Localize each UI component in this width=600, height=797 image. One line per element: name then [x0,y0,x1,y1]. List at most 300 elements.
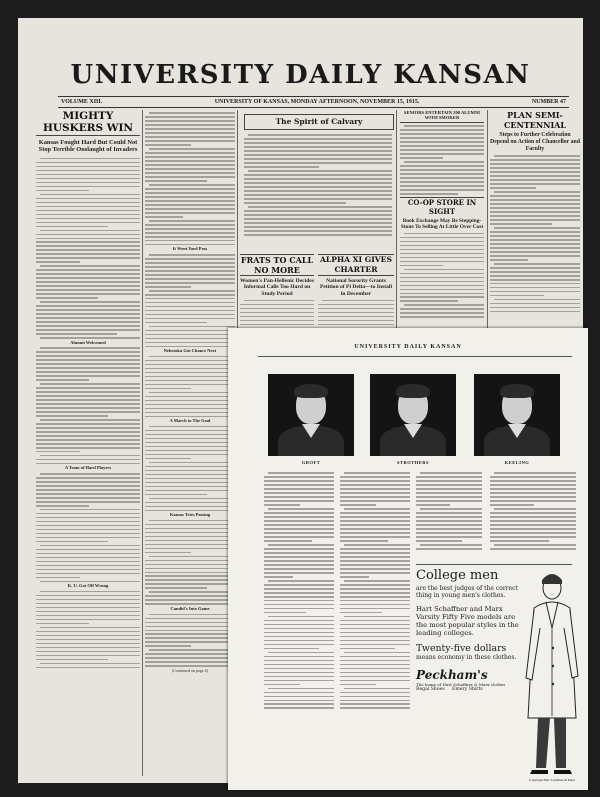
text-line [36,403,140,405]
text-line [145,564,235,566]
text-line [145,470,235,472]
text-line [340,660,410,662]
text-line [490,480,576,482]
text-line [400,237,484,239]
text-line [340,548,410,550]
text-line [145,204,235,206]
photo-hair [500,384,534,398]
text-line [264,528,334,530]
text-line [318,312,394,314]
text-line [36,463,140,465]
text-line [490,203,580,205]
text-line [145,486,235,488]
text-line [145,128,235,130]
text-line [340,668,410,670]
text-line [404,233,484,235]
text-line [40,509,140,511]
text-line [36,329,140,331]
text-line [340,480,410,482]
text-line [36,170,140,172]
ad-economy: means economy in these clothes. [416,654,517,662]
text-line [340,532,410,534]
text-line [340,676,410,678]
text-line [36,595,140,597]
ad-brand: Peckham's [416,667,488,682]
text-line [416,484,482,486]
text-line [145,236,235,238]
text-line [149,148,235,150]
text-line [145,532,235,534]
text-line [244,198,392,200]
text-line [36,521,140,523]
text-line [145,560,235,562]
text-line [36,431,140,433]
text-line [244,174,392,176]
text-line [244,162,392,164]
text-line [36,305,140,307]
text-line [264,568,334,570]
text-line [264,640,334,642]
section-alumni: Alumni Welcomed [70,339,106,345]
text-line [145,544,235,546]
text-line [36,667,140,669]
text-line [264,500,334,502]
text-line [145,482,235,484]
text-line [264,532,334,534]
text-line [145,524,235,526]
text-line [36,198,140,200]
text-line [248,206,392,208]
text-line [145,176,235,178]
text-line [344,616,410,618]
text-line [400,265,443,267]
text-line [36,273,140,275]
text-line [400,185,484,187]
text-line [145,380,235,382]
headline-spirit: The Spirit of Calvary [244,114,394,130]
text-line [264,520,334,522]
text-line [145,506,235,508]
article-body-wrong [36,591,140,668]
text-line [36,297,98,299]
text-line [36,525,140,527]
text-line [36,321,140,323]
text-line [400,149,484,151]
text-line [340,496,410,498]
text-line [340,624,410,626]
text-line [416,528,482,530]
text-line [145,172,235,174]
text-line [340,556,410,558]
text-line [36,371,140,373]
text-line [490,311,580,313]
text-line [145,232,235,234]
text-line [244,300,314,302]
text-line [145,587,207,589]
text-line [149,254,235,256]
text-line [40,473,140,475]
text-line [36,659,108,661]
text-line [264,572,334,574]
text-line [149,220,235,222]
text-line [400,153,484,155]
text-line [145,298,235,300]
text-line [145,310,235,312]
text-line [416,488,482,490]
text-line [244,210,392,212]
ad-rule [416,564,572,565]
text-line [416,504,450,506]
text-line [490,504,534,506]
man-in-coat-illustration [520,568,582,780]
text-line [264,608,334,610]
text-line [244,222,392,224]
column-rule [487,110,488,346]
text-line [145,438,235,440]
text-line [36,619,140,621]
text-line [268,544,334,546]
text-line [244,138,392,140]
insert-column-2 [340,470,410,770]
text-line [400,137,484,139]
article-body-game-3 [145,356,235,417]
text-line [490,540,549,542]
text-line [340,696,410,698]
text-line [36,387,140,389]
text-line [264,536,334,538]
text-line [36,293,140,295]
article-body-spirit-text [244,134,392,235]
text-line [36,178,140,180]
section-hard-players: A Team of Hard Players [64,465,112,471]
text-line [494,544,576,546]
text-line [244,202,346,204]
text-line [490,287,580,289]
text-line [264,636,334,638]
text-line [36,399,140,401]
text-line [36,249,140,251]
text-line [145,458,191,460]
text-line [244,150,392,152]
text-line [145,388,191,390]
text-line [340,524,410,526]
text-line [145,266,235,268]
player-photo-strothers [370,374,456,456]
text-line [400,249,484,251]
text-line [400,261,484,263]
text-line [264,576,293,578]
text-line [340,707,410,709]
text-line [36,635,140,637]
text-line [340,540,388,542]
text-line [36,218,140,220]
text-line [490,183,580,185]
text-line [36,553,140,555]
text-line [36,222,140,224]
text-line [145,490,235,492]
text-line [244,166,319,168]
caption-keeling: KEELING [504,460,530,465]
text-line [264,596,334,598]
text-line [36,615,140,617]
text-line [40,663,140,665]
text-line [149,498,235,500]
text-line [490,179,580,181]
text-line [36,611,140,613]
text-line [340,528,410,530]
text-line [340,500,410,502]
text-line [264,656,334,658]
column-rule [396,110,397,350]
text-line [268,580,334,582]
headline-plan: PLAN SEMI-CENTENNIAL [503,110,567,130]
text-line [400,285,484,287]
text-line [145,633,235,635]
article-body-players [36,473,140,582]
text-line [145,637,235,639]
text-line [340,620,410,622]
text-line [36,355,140,357]
text-line [36,489,140,491]
text-line [145,152,235,154]
article-body-game [145,112,235,245]
text-line [149,356,235,358]
text-line [145,400,235,402]
text-line [36,253,140,255]
text-line [240,320,314,322]
text-line [40,337,140,339]
text-line [490,492,576,494]
text-line [145,200,235,202]
text-line [264,492,334,494]
text-line [490,195,580,197]
text-line [400,181,484,183]
text-line [36,317,140,319]
text-line [145,396,235,398]
text-line [145,442,235,444]
text-line [490,259,528,261]
text-line [36,537,140,539]
clothing-advertisement [416,568,586,786]
text-line [36,647,140,649]
text-line [340,656,410,658]
text-line [490,235,580,237]
text-line [416,480,482,482]
text-line [490,496,576,498]
text-line [36,423,140,425]
text-line [490,223,552,225]
text-line [36,451,80,453]
text-line [400,129,484,131]
insert-column-1 [264,470,334,770]
text-line [36,655,140,657]
text-line [145,164,235,166]
text-line [145,208,235,210]
text-line [40,627,140,629]
text-line [264,696,334,698]
insert-body-4 [490,472,576,549]
text-line [490,171,580,173]
text-line [145,334,235,336]
text-line [36,226,108,228]
text-line [340,608,410,610]
text-line [244,230,392,232]
text-line [340,484,410,486]
text-line [490,512,576,514]
text-line [145,216,183,218]
text-line [494,472,576,474]
text-line [244,158,392,160]
text-line [145,124,235,126]
text-line [36,313,140,315]
text-line [145,228,235,230]
text-line [149,112,235,114]
text-line [145,384,235,386]
text-line [344,544,410,546]
text-line [318,320,394,322]
text-line [494,155,580,157]
text-line [145,258,235,260]
text-line [340,600,410,602]
text-line [400,300,458,302]
text-line [244,226,392,228]
text-line [404,269,484,271]
text-line [36,190,89,192]
text-line [145,188,235,190]
article-body-huskers [36,158,140,339]
text-line [490,239,580,241]
text-line [149,614,235,616]
text-line [264,524,334,526]
text-line [40,301,140,303]
text-line [318,304,394,306]
text-line [36,517,140,519]
text-line [145,372,235,374]
text-line [149,462,235,464]
text-line [36,477,140,479]
section-yard-pass: It Went Yard Pass [172,246,208,252]
text-line [40,265,140,267]
text-line [240,308,314,310]
text-line [40,419,140,421]
text-line [145,294,235,296]
article-body-game-4 [145,426,235,511]
text-line [340,552,410,554]
text-line [268,688,334,690]
text-line [145,595,235,597]
text-line [145,583,235,585]
text-line [36,631,140,633]
text-line [149,184,235,186]
text-line [400,145,484,147]
text-line [145,412,235,414]
text-line [416,512,482,514]
text-line [340,604,410,606]
text-line [40,158,140,160]
text-line [264,684,300,686]
text-line [36,533,140,535]
text-line [36,281,140,283]
text-line [400,193,458,195]
text-line [145,342,235,344]
text-line [149,556,235,558]
text-line [145,665,235,667]
text-line [36,289,140,291]
caption-groft: GROFT [301,460,321,465]
text-line [36,351,140,353]
text-line [340,592,410,594]
text-line [36,643,140,645]
text-line [36,651,140,653]
date-label: UNIVERSITY OF KANSAS, MONDAY AFTERNOON, NOVEMBER 15, 1915. [214,99,420,105]
text-line [145,274,235,276]
text-line [490,528,576,530]
text-line [145,408,235,410]
text-line [36,333,117,335]
text-line [264,488,334,490]
text-line [416,532,482,534]
text-line [268,508,334,510]
text-line [400,189,484,191]
text-line [145,661,235,663]
text-line [490,291,580,293]
text-line [340,700,410,702]
text-line [145,618,235,620]
text-line [264,484,334,486]
text-line [264,628,334,630]
column-plan [490,110,580,346]
text-line [264,552,334,554]
text-line [40,194,140,196]
player-photo-keeling [474,374,560,456]
text-line [340,560,410,562]
text-line [490,267,580,269]
text-line [36,411,140,413]
text-line [340,636,410,638]
text-line [264,592,334,594]
text-line [264,560,334,562]
text-line [36,186,140,188]
text-line [145,450,235,452]
text-line [145,318,235,320]
text-line [36,557,140,559]
text-line [340,516,410,518]
dateline [58,96,569,108]
text-line [340,596,410,598]
text-line [340,536,410,538]
text-line [145,240,235,242]
text-line [264,604,334,606]
article-body-spirit [244,132,392,250]
text-line [400,141,484,143]
text-line [264,668,334,670]
text-line [145,376,235,378]
text-line [340,584,410,586]
text-line [36,241,140,243]
text-line [494,508,576,510]
text-line [264,703,334,705]
ad-best-judges: are the best judges of the correct thing in young men's clothes. [416,585,518,600]
text-line [145,144,191,146]
text-line [340,476,410,478]
text-line [36,443,140,445]
text-line [490,307,580,309]
text-line [340,648,395,650]
text-line [264,496,334,498]
text-line [490,275,580,277]
text-line [264,707,334,709]
text-line [145,579,235,581]
